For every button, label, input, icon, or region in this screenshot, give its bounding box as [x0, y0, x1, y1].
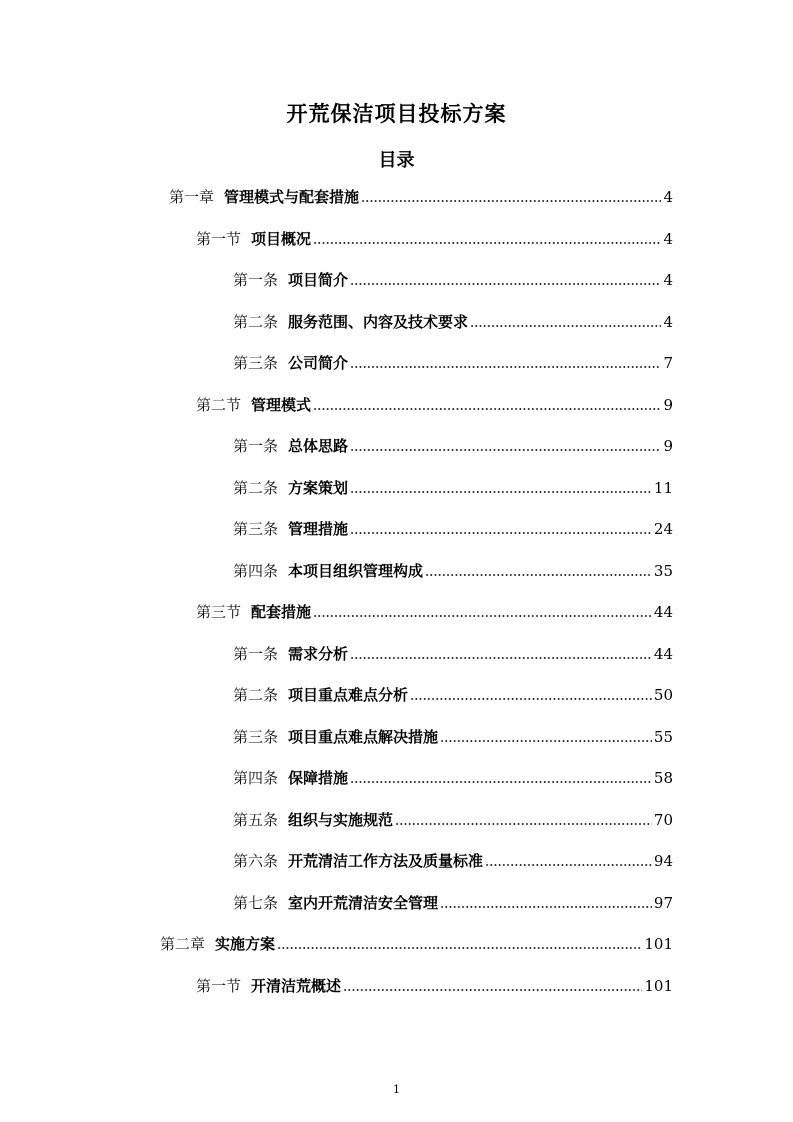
toc-entry-number: 第四条 [233, 562, 279, 580]
toc-entry-page: 44 [653, 603, 673, 621]
page-number: 1 [393, 1083, 400, 1096]
toc-entry-article[interactable] [233, 266, 673, 290]
toc-entry-section-2-1[interactable] [196, 972, 673, 996]
toc-entry-article[interactable] [233, 806, 673, 830]
toc-entry-page: 101 [644, 935, 673, 953]
dot-leader [485, 863, 652, 867]
dot-leader [350, 282, 661, 286]
dot-leader [350, 656, 652, 660]
toc-entry-title: 本项目组织管理构成 [288, 562, 424, 580]
toc-entry-page: 44 [653, 645, 673, 663]
toc-entry-section-1-2[interactable] [196, 391, 673, 415]
toc-entry-article[interactable] [233, 640, 673, 664]
toc-entry-title: 管理模式与配套措施 [224, 188, 360, 206]
dot-leader [425, 573, 652, 577]
toc-entry-title: 方案策划 [288, 479, 349, 497]
toc-entry-article[interactable] [233, 847, 673, 871]
toc-entry-title: 需求分析 [288, 645, 349, 663]
toc-entry-page: 35 [653, 562, 673, 580]
toc-entry-chapter-1[interactable] [169, 183, 673, 207]
dot-leader [343, 988, 642, 992]
dot-leader [350, 448, 661, 452]
dot-leader [350, 780, 652, 784]
toc-heading: 目录 [378, 150, 415, 171]
toc-entry-section-1-3[interactable] [196, 598, 673, 622]
toc-entry-article[interactable] [233, 515, 673, 539]
toc-entry-page: 11 [653, 479, 673, 497]
toc-entry-number: 第四条 [233, 769, 279, 787]
toc-entry-number: 第二条 [233, 313, 279, 331]
dot-leader [440, 739, 652, 743]
toc-entry-article[interactable] [233, 681, 673, 705]
toc-entry-page: 9 [663, 437, 673, 455]
dot-leader [470, 324, 661, 328]
toc-entry-title: 总体思路 [288, 437, 349, 455]
toc-entry-number: 第三条 [233, 520, 279, 538]
toc-entry-article[interactable] [233, 349, 673, 373]
toc-entry-title: 保障措施 [288, 769, 349, 787]
toc-entry-article[interactable] [233, 474, 673, 498]
toc-entry-article[interactable] [233, 764, 673, 788]
toc-entry-number: 第七条 [233, 894, 279, 912]
toc-entry-number: 第一章 [169, 188, 215, 206]
toc-entry-number: 第三节 [196, 603, 242, 621]
toc-entry-page: 97 [653, 894, 673, 912]
dot-leader [313, 614, 652, 618]
toc-entry-number: 第二节 [196, 396, 242, 414]
toc-entry-number: 第五条 [233, 811, 279, 829]
toc-entry-page: 24 [653, 520, 673, 538]
toc-entry-title: 项目概况 [251, 230, 312, 248]
toc-entry-article[interactable] [233, 557, 673, 581]
dot-leader [313, 241, 661, 245]
toc-entry-page: 101 [644, 977, 673, 995]
toc-entry-title: 管理措施 [288, 520, 349, 538]
toc-entry-article[interactable] [233, 889, 673, 913]
dot-leader [395, 822, 652, 826]
toc-entry-page: 9 [663, 396, 673, 414]
dot-leader [361, 199, 661, 203]
toc-entry-page: 4 [663, 188, 673, 206]
dot-leader [277, 946, 642, 950]
toc-entry-section-1-1[interactable] [196, 225, 673, 249]
toc-entry-number: 第一条 [233, 437, 279, 455]
dot-leader [440, 905, 652, 909]
dot-leader [410, 697, 652, 701]
toc-entry-page: 70 [653, 811, 673, 829]
toc-entry-page: 4 [663, 230, 673, 248]
toc-entry-chapter-2[interactable] [160, 930, 673, 954]
dot-leader [350, 365, 661, 369]
dot-leader [350, 490, 652, 494]
toc-entry-title: 实施方案 [215, 935, 276, 953]
document-title: 开荒保洁项目投标方案 [286, 102, 507, 126]
toc-entry-page: 7 [663, 354, 673, 372]
toc-entry-number: 第二章 [160, 935, 206, 953]
toc-entry-title: 配套措施 [251, 603, 312, 621]
toc-entry-number: 第二条 [233, 479, 279, 497]
toc-entry-title: 管理模式 [251, 396, 312, 414]
toc-entry-number: 第二条 [233, 686, 279, 704]
toc-entry-page: 4 [663, 313, 673, 331]
toc-entry-page: 94 [653, 852, 673, 870]
toc-entry-page: 4 [663, 271, 673, 289]
toc-entry-title: 项目重点难点分析 [288, 686, 409, 704]
toc-entry-title: 项目重点难点解决措施 [288, 728, 439, 746]
toc-entry-number: 第一节 [196, 977, 242, 995]
toc-entry-article[interactable] [233, 723, 673, 747]
toc-entry-title: 项目简介 [288, 271, 349, 289]
toc-entry-title: 开荒清洁工作方法及质量标准 [288, 852, 484, 870]
toc-entry-number: 第一节 [196, 230, 242, 248]
toc-entry-page: 50 [653, 686, 673, 704]
toc-entry-title: 开清洁荒概述 [251, 977, 342, 995]
toc-entry-title: 室内开荒清洁安全管理 [288, 894, 439, 912]
toc-entry-number: 第三条 [233, 728, 279, 746]
dot-leader [313, 407, 661, 411]
toc-entry-page: 58 [653, 769, 673, 787]
toc-entry-title: 公司简介 [288, 354, 349, 372]
dot-leader [350, 531, 652, 535]
toc-entry-number: 第六条 [233, 852, 279, 870]
toc-entry-number: 第三条 [233, 354, 279, 372]
toc-entry-number: 第一条 [233, 271, 279, 289]
toc-entry-title: 组织与实施规范 [288, 811, 394, 829]
toc-entry-number: 第一条 [233, 645, 279, 663]
toc-entry-title: 服务范围、内容及技术要求 [288, 313, 469, 331]
toc-entry-page: 55 [653, 728, 673, 746]
toc-entry-article[interactable] [233, 308, 673, 332]
toc-entry-article[interactable] [233, 432, 673, 456]
